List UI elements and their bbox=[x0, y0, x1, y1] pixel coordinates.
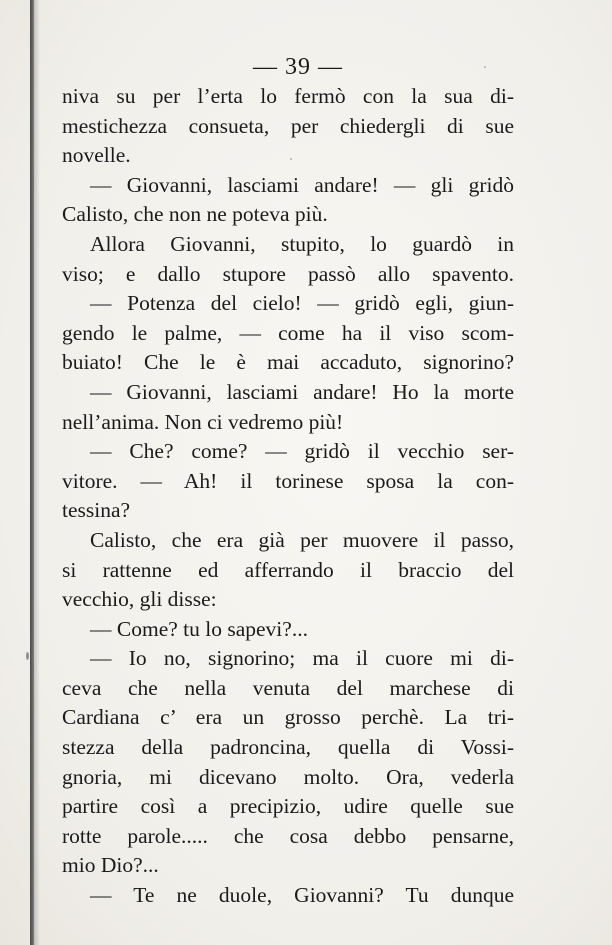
text-line: nell’anima. Non ci vedremo più! bbox=[62, 409, 344, 434]
text-line: — Potenza del cielo! — gridò egli, giun- bbox=[90, 291, 514, 316]
text-line: Allora Giovanni, stupito, lo guardò in bbox=[90, 231, 514, 256]
text-line: gnoria, mi dicevano molto. Ora, vederla bbox=[62, 764, 514, 789]
paper-speck bbox=[484, 66, 486, 68]
text-line: — Che? come? — gridò il vecchio ser- bbox=[90, 439, 514, 464]
binding-shadow bbox=[34, 0, 40, 945]
text-line: ceva che nella venuta del marchese di bbox=[62, 675, 514, 700]
text-line: — Come? tu lo sapevi?... bbox=[90, 616, 308, 641]
text-line: buiato! Che le è mai accaduto, signorino? bbox=[62, 350, 514, 375]
text-line: gendo le palme, — come ha il viso scom- bbox=[62, 320, 514, 345]
text-line: viso; e dallo stupore passò allo spavento. bbox=[62, 261, 514, 286]
text-line: si rattenne ed afferrando il braccio del bbox=[62, 557, 514, 582]
paper-speck bbox=[290, 158, 292, 160]
text-line: — Io no, signorino; ma il cuore mi di- bbox=[90, 646, 514, 671]
text-line: niva su per l’erta lo fermò con la sua di- bbox=[62, 84, 514, 108]
text-line: mestichezza consueta, per chiedergli di sue bbox=[62, 113, 514, 138]
text-line: rotte parole..... che cosa debbo pensarne, bbox=[62, 823, 514, 848]
paper-speck bbox=[26, 652, 29, 660]
body-text bbox=[62, 82, 514, 911]
text-line: — Te ne duole, Giovanni? Tu dunque bbox=[90, 883, 514, 908]
text-line: — Giovanni, lasciami andare! — gli gridò bbox=[90, 172, 514, 197]
text-line: tessina? bbox=[62, 498, 131, 523]
text-line: novelle. bbox=[62, 143, 131, 168]
text-line: — Giovanni, lasciami andare! Ho la morte bbox=[90, 379, 514, 404]
page-number: — 39 — bbox=[253, 54, 343, 80]
text-line: partire così a precipizio, udire quelle sue bbox=[62, 794, 514, 819]
text-line: Cardiana c’ era un grosso perchè. La tri- bbox=[62, 705, 514, 730]
text-line: vecchio, gli disse: bbox=[62, 587, 217, 612]
text-line: Calisto, che era già per muovere il passo, bbox=[90, 527, 514, 552]
text-line: stezza della padroncina, quella di Vossi- bbox=[62, 735, 514, 760]
text-line: vitore. — Ah! il torinese sposa la con- bbox=[62, 468, 514, 493]
text-line: Calisto, che non ne poteva più. bbox=[62, 202, 328, 227]
text-line: mio Dio?... bbox=[62, 853, 159, 878]
